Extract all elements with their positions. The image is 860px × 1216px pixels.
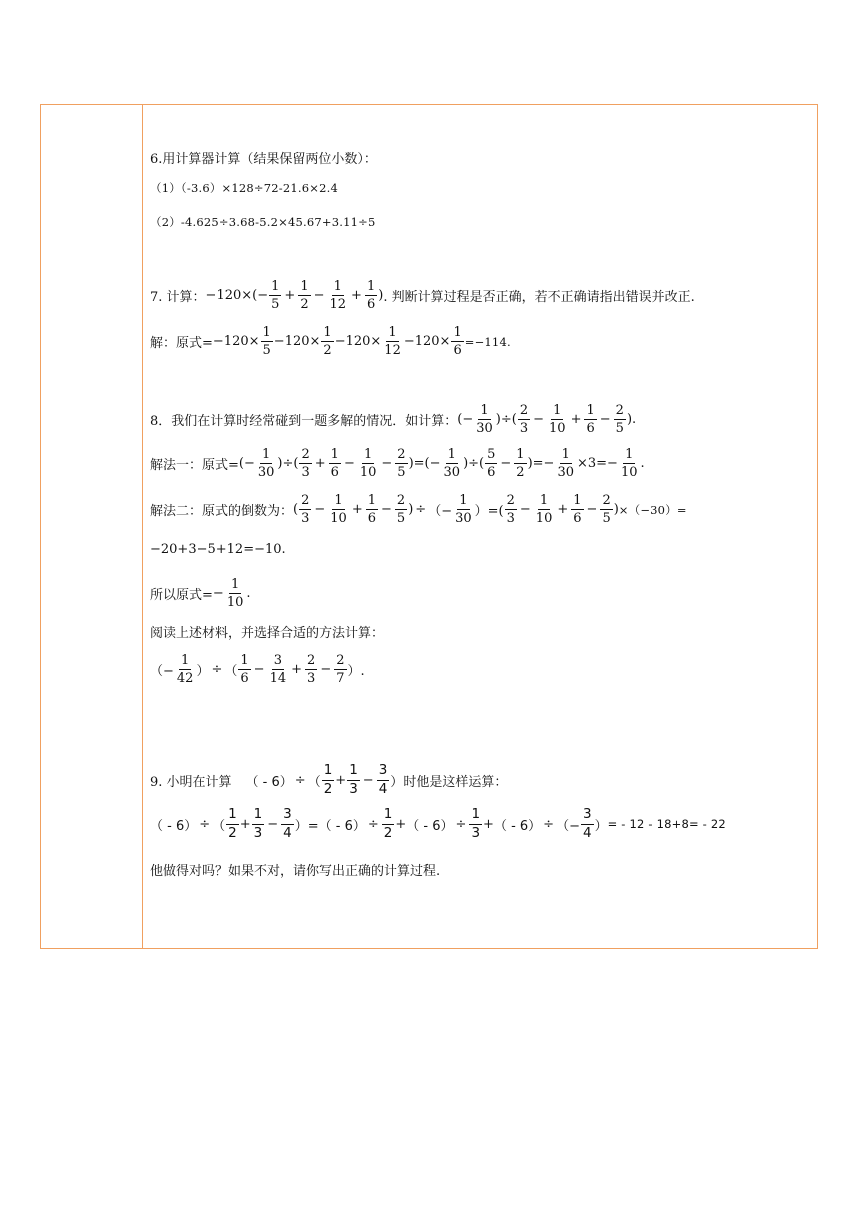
q9-intro-a: 9. 小明在计算: [150, 774, 232, 790]
fraction: $\frac{2}{5}$: [397, 447, 406, 480]
neg-six: （ - 6）: [245, 774, 293, 790]
fraction: $\frac{1}{30}$: [257, 447, 275, 480]
q6-title: 6.用计算器计算（结果保留两位小数）：: [150, 152, 377, 167]
period: .: [246, 586, 251, 601]
q8-intro: 8．我们在计算时经常碰到一题多解的情况．如计算： (− $\frac{1}{30}$ )÷( $\frac{2}{3}$ − $\frac{1}{10}$ + $\frac{1}{6}$ − $\frac{2}{5}$ ).: [150, 403, 637, 436]
q7-sign: −: [257, 288, 269, 303]
fraction: $\frac{5}{6}$: [487, 447, 496, 480]
q7-prefix: 7. 计算：: [150, 290, 206, 305]
fraction: $\frac{1}{30}$: [557, 447, 574, 480]
q6-part1: （1）（-3.6）×128÷72-21.6×2.4: [150, 181, 339, 195]
column-divider: [142, 104, 143, 949]
q7-problem: [150, 280, 695, 311]
fraction: $\frac{1}{10}$: [549, 403, 566, 436]
q9-question: 他做得对吗？如果不对，请你写出正确的计算过程.: [150, 864, 441, 879]
q7-sol-prefix: 解：原式=: [150, 336, 213, 351]
q8-method2-label: 解法二：原式的倒数为：: [150, 504, 294, 519]
fraction: $\frac{1}{2}$: [323, 325, 332, 358]
fraction: $\frac{1}{5}$: [271, 279, 280, 312]
q7-term: −120×: [334, 334, 382, 349]
fraction: $\frac{1}{10}$: [535, 493, 553, 526]
fraction: $\frac{2}{3}$: [519, 403, 529, 436]
fraction: $\frac{1}{6}$: [240, 653, 249, 686]
fraction: $\frac{1}{6}$: [586, 403, 595, 436]
divide-sign: ÷: [415, 502, 427, 517]
fraction: $\frac{1}{30}$: [455, 493, 472, 526]
q7-m120: −120×(: [205, 288, 258, 303]
divide-sign: ÷: [294, 772, 306, 788]
q7-solution: [150, 326, 511, 357]
neg-six: （ - 6）: [150, 818, 198, 834]
q8-read: 阅读上述材料，并选择合适的方法计算：: [150, 626, 385, 641]
q8-method2-cont: −20+3−5+12=−10.: [150, 542, 286, 557]
fraction: $\frac{2}{3}$: [307, 653, 316, 686]
q7-term: −120×: [212, 334, 260, 349]
neg-six: （ - 6）: [406, 818, 454, 834]
neg-six: （ - 6）: [318, 818, 366, 834]
divide-sign: ÷: [211, 662, 223, 677]
q7-result: =−114.: [464, 334, 511, 349]
fraction: $\frac{1}{10}$: [620, 447, 638, 480]
q7-suffix: . 判断计算过程是否正确，若不正确请指出错误并改正.: [383, 290, 695, 305]
fraction: $\frac{1}{6}$: [366, 279, 376, 312]
close-paren: ): [378, 288, 384, 303]
fraction: $\frac{3}{14}$: [269, 653, 287, 686]
plus-sign: +: [351, 288, 362, 303]
neg-six: （ - 6）: [493, 818, 542, 834]
fraction: $\frac{2}{3}$: [506, 493, 515, 526]
fraction: $\frac{1}{6}$: [453, 325, 462, 358]
q8-method1: 解法一：原式= (− $\frac{1}{30}$ )÷( $\frac{2}{3}$ + $\frac{1}{6}$ − $\frac{1}{10}$ − $\frac{2}{5}$ )=(− $\frac{1}{30}$ )÷( $\frac{5}{6}$ − $\frac{1}{2}$ )=− $\frac{1}{30}$ ×3= − $\frac{1}{10}$ .: [150, 447, 645, 480]
fraction: $\frac{2}{5}$: [615, 403, 624, 436]
fraction: $\frac{1}{6}$: [573, 493, 582, 526]
fraction: $\frac{2}{5}$: [602, 493, 611, 526]
q8-method1-label: 解法一：原式=: [150, 458, 239, 473]
q7-term: −120×: [403, 334, 451, 349]
fraction: $\frac{2}{3}$: [301, 493, 310, 526]
fraction: $\frac{1}{30}$: [443, 447, 461, 480]
fraction: $\frac{2}{5}$: [396, 493, 406, 526]
fraction: $\frac{1}{10}$: [359, 447, 377, 480]
q7-term: −120×: [273, 334, 321, 349]
fraction: $\frac{1}{30}$: [476, 403, 493, 436]
fraction: $\frac{1}{12}$: [384, 325, 401, 358]
fraction: $\frac{1}{5}$: [262, 325, 271, 358]
fraction: $\frac{2}{3}$: [301, 447, 310, 480]
fraction: $\frac{2}{7}$: [336, 653, 345, 686]
q9-intro: 9. 小明在计算 （ - 6） ÷ （ $\frac{1}{2}$ + $\frac{1}{3}$ − $\frac{3}{4}$ ） 时他是这样运算：: [150, 762, 508, 797]
q9-work: （ - 6） ÷ （ $\frac{1}{2}$ + $\frac{1}{3}$ − $\frac{3}{4}$ ）= （ - 6） ÷ $\frac{1}{2}$ + （ - 6） ÷ $\frac{1}{3}$ + （ - 6） ÷ （− $\frac{3}{4}$ ） = - 12 - 18+8= - 22: [150, 806, 726, 841]
q8-so: 所以原式=: [150, 588, 213, 603]
fraction: $\frac{1}{2}$: [300, 279, 309, 312]
fraction: $\frac{1}{10}$: [330, 493, 347, 526]
q8-conclusion: 所以原式= − $\frac{1}{10}$ .: [150, 577, 251, 610]
fraction: $\frac{1}{10}$: [226, 577, 244, 610]
q8-method2: 解法二：原式的倒数为： ( $\frac{2}{3}$ − $\frac{1}{10}$ + $\frac{1}{6}$ − $\frac{2}{5}$ ) ÷ （− $\frac{1}{30}$ ）=( $\frac{2}{3}$ − $\frac{1}{10}$ + $\frac{1}{6}$ − $\frac{2}{5}$ ) ×（−30）=: [150, 493, 687, 526]
minus-sign: −: [313, 288, 325, 303]
q8-intro-text: 8．我们在计算时经常碰到一题多解的情况．如计算：: [150, 414, 458, 429]
fraction: $\frac{1}{12}$: [329, 279, 347, 312]
q8-exercise: （− $\frac{1}{42}$ ） ÷ （ $\frac{1}{6}$ − $\frac{3}{14}$ + $\frac{2}{3}$ − $\frac{2}{7}$ ）.: [150, 653, 365, 686]
q9-intro-b: 时他是这样运算：: [403, 774, 508, 790]
divide-sign: ÷: [199, 816, 211, 832]
q9-result: = - 12 - 18+8= - 22: [607, 817, 726, 831]
q6-part2: （2）-4.625÷3.68-5.2×45.67+3.11÷5: [150, 215, 376, 229]
plus-sign: +: [284, 288, 296, 303]
fraction: $\frac{1}{42}$: [176, 653, 194, 686]
fraction: $\frac{1}{6}$: [330, 447, 339, 480]
times-three: ×3=: [576, 456, 608, 471]
times-neg30: ×（−30）=: [618, 502, 687, 517]
fraction: $\frac{1}{2}$: [516, 447, 525, 480]
fraction: $\frac{1}{6}$: [367, 493, 377, 526]
